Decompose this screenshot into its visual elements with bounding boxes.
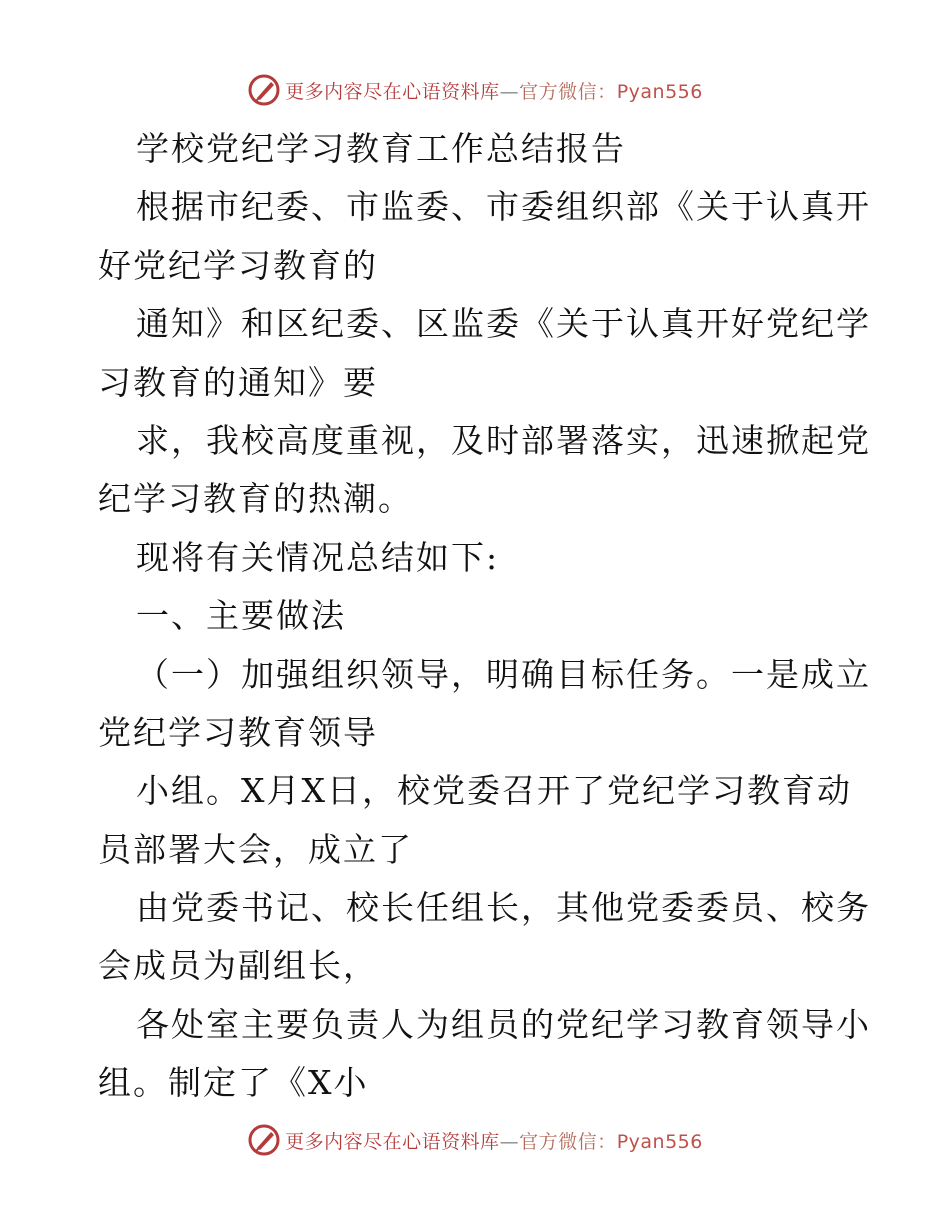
paragraph-line: 各处室主要负责人为组员的党纪学习教育领导小: [136, 1004, 871, 1044]
paragraph-line: 根据市纪委、市监委、市委组织部《关于认真开: [136, 187, 871, 227]
feather-pen-logo-icon: [247, 73, 281, 107]
watermark-separator: —: [499, 80, 520, 103]
paragraph-line: 纪学习教育的热潮。: [98, 479, 413, 519]
paragraph-line: 会成员为副组长，: [98, 946, 378, 986]
watermark-official-label: 官方微信：: [519, 1130, 617, 1153]
paragraph-line: 小组。X月X日，校党委召开了党纪学习教育动: [136, 771, 852, 811]
watermark-brand: 更多内容尽在心语资料库: [285, 80, 500, 103]
watermark-text: [285, 77, 703, 104]
watermark-text: [285, 1127, 703, 1154]
section-heading: 一、主要做法: [136, 596, 346, 636]
paragraph-line: 组。制定了《X小: [98, 1063, 369, 1103]
watermark-wechat-id: Pyan556: [616, 1130, 703, 1153]
paragraph-line: 习教育的通知》要: [98, 362, 378, 402]
footer-watermark: [0, 1120, 950, 1160]
watermark-brand: 更多内容尽在心语资料库: [285, 1130, 500, 1153]
watermark-separator: —: [499, 1130, 520, 1153]
watermark-wechat-id: Pyan556: [616, 80, 703, 103]
paragraph-line: 党纪学习教育领导: [98, 712, 378, 752]
feather-pen-logo-icon: [247, 1123, 281, 1157]
paragraph-line: 好党纪学习教育的: [98, 245, 378, 285]
paragraph-line: 求，我校高度重视，及时部署落实，迅速掀起党: [136, 420, 871, 460]
paragraph-line: 由党委书记、校长任组长，其他党委委员、校务: [136, 888, 871, 928]
header-watermark: [0, 70, 950, 110]
paragraph-line: 通知》和区纪委、区监委《关于认真开好党纪学: [136, 304, 871, 344]
document-body: [98, 120, 871, 1113]
watermark-official-label: 官方微信：: [519, 80, 617, 103]
paragraph-line: 现将有关情况总结如下:: [136, 537, 500, 577]
paragraph-line: （一）加强组织领导，明确目标任务。一是成立: [136, 654, 871, 694]
paragraph-line: 员部署大会，成立了: [98, 829, 413, 869]
document-title: 学校党纪学习教育工作总结报告: [136, 129, 626, 168]
